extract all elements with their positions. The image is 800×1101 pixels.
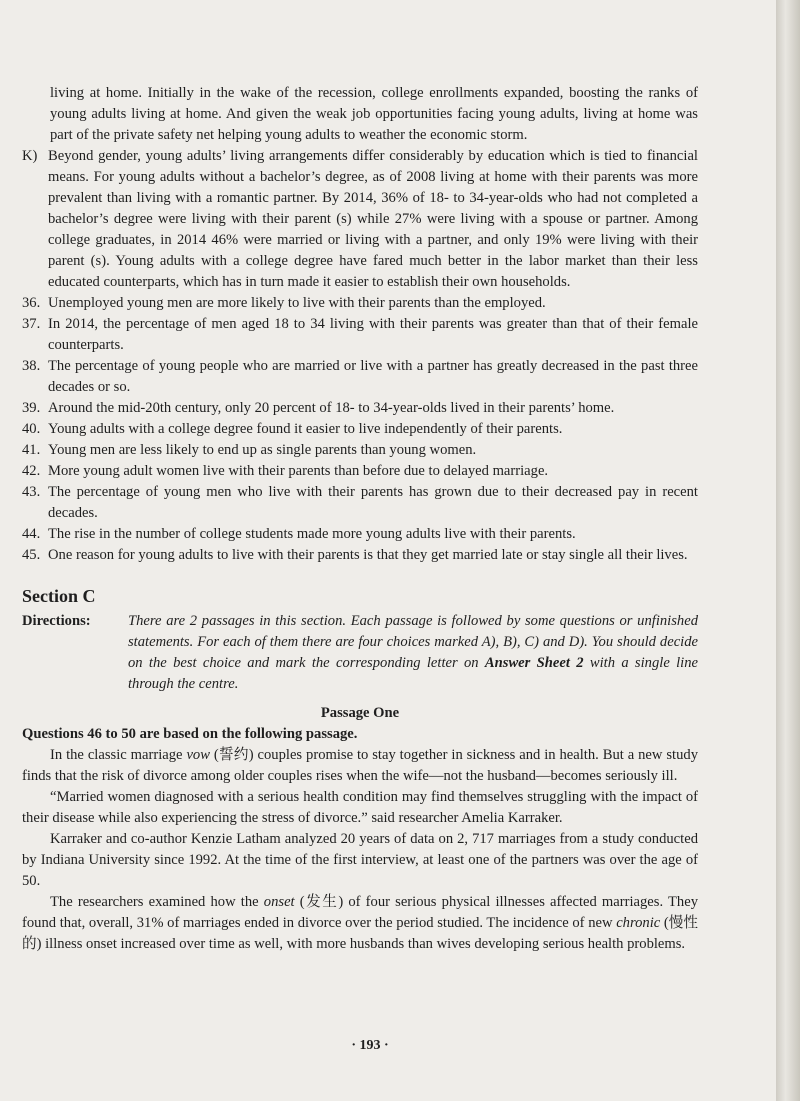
statement-item	[22, 314, 698, 356]
passage-paragraph: Karraker and co-author Kenzie Latham analyzed 20 years of data on 2, 717 marriages from a study conducted by Indiana University since 1992. At the time of the first interview, at least one of the partners was over the age of 50.	[22, 831, 698, 889]
chinese-gloss: (发生)	[294, 894, 344, 910]
statement-item	[22, 356, 698, 398]
statement-text: Unemployed young men are more likely to live with their parents than the employed.	[48, 295, 546, 311]
statement-item	[22, 419, 698, 440]
text-run: The researchers examined how the	[50, 894, 264, 910]
statement-item	[22, 293, 698, 314]
statement-number: 44.	[22, 526, 41, 542]
statement-text: More young adult women live with their parents than before due to delayed marriage.	[48, 463, 549, 479]
passage-paragraph	[22, 892, 698, 955]
statement-number: 40.	[22, 421, 41, 437]
passage-paragraph: “Married women diagnosed with a serious health condition may find themselves struggling with the impact of their disease while also experiencing the stress of divorce.” said researcher Amelia Karraker.	[22, 789, 698, 826]
glossed-word: onset	[263, 894, 295, 910]
statement-text: The percentage of young people who are married or live with a partner has greatly decreased in the past three decades or so.	[48, 358, 698, 395]
paragraph-j-continued: living at home. Initially in the wake of the recession, college enrollments expanded, boosting the ranks of young adults living at home. And given the weak job opportunities facing young adults, living at home was part of the private safety net helping young adults to weather the economic storm.	[50, 85, 698, 143]
statement-number: 42.	[22, 463, 41, 479]
statement-item	[22, 524, 698, 545]
statement-number: 37.	[22, 316, 41, 332]
statement-number: 38.	[22, 358, 41, 374]
statement-text: In 2014, the percentage of men aged 18 to 34 living with their parents was greater than that of their female counterparts.	[48, 316, 698, 353]
statement-item	[22, 545, 698, 566]
statement-text: Young men are less likely to end up as single parents than young women.	[48, 442, 477, 458]
glossed-word: chronic	[616, 915, 661, 931]
paragraph-k	[22, 146, 698, 293]
questions-header: Questions 46 to 50 are based on the following passage.	[22, 726, 358, 742]
page-number: · 193 ·	[351, 1038, 389, 1053]
statement-number: 45.	[22, 547, 41, 563]
directions-text-part: There are 2 passages in this section. Each passage is followed by some questions or unfinished statements. For each of them there are four choices marked A), B), C) and D). You should decide on the best choice and mark the corresponding letter on	[128, 613, 698, 671]
text-run: couples promise to stay together in sickness and in health. But a new study finds that the risk of divorce among older couples rises when the wife—not the husband—becomes seriously ill.	[22, 747, 698, 784]
page-content	[22, 83, 698, 955]
statement-item	[22, 440, 698, 461]
statement-item	[22, 398, 698, 419]
statement-text: Young adults with a college degree found it easier to live independently of their parents.	[48, 421, 563, 437]
passage-paragraph	[22, 745, 698, 787]
directions-text	[128, 611, 698, 695]
statement-text: One reason for young adults to live with their parents is that they get married late or stay single all their lives.	[48, 547, 688, 563]
statement-text: The percentage of young men who live with their parents has grown due to their decreased pay in recent decades.	[48, 484, 698, 521]
statement-text: Around the mid-20th century, only 20 percent of 18- to 34-year-olds lived in their parents’ home.	[48, 400, 615, 416]
statement-number: 41.	[22, 442, 41, 458]
chinese-gloss: (慢性的)	[22, 915, 698, 952]
statement-item	[22, 461, 698, 482]
statement-number: 43.	[22, 484, 41, 500]
book-edge	[776, 0, 800, 1101]
directions	[22, 611, 698, 695]
text-run: illness onset increased over time as well, with more husbands than wives developing serious health problems.	[41, 936, 686, 952]
glossed-word: vow	[186, 747, 210, 763]
statement-list	[22, 293, 698, 566]
statement-text: The rise in the number of college students made more young adults live with their parents.	[48, 526, 576, 542]
text-run: In the classic marriage	[50, 747, 187, 763]
statement-item	[22, 482, 698, 524]
directions-label: Directions:	[22, 613, 91, 629]
directions-text-part: with a single line through the centre.	[128, 655, 698, 692]
section-title: Section C	[22, 586, 96, 606]
passage-title: Passage One	[320, 705, 400, 721]
paragraph-label: K)	[22, 148, 38, 164]
statement-number: 39.	[22, 400, 41, 416]
statement-number: 36.	[22, 295, 41, 311]
paragraph-text: Beyond gender, young adults’ living arrangements differ considerably by education which is tied to financial means. For young adults without a bachelor’s degree, as of 2008 living at home with their parents was more prevalent than living with a romantic partner. By 2014, 36% of 18- to 34-year-olds who had not completed a bachelor’s degree were living with their parent (s) while 27% were living with a spouse or partner. Among college graduates, in 2014 46% were married or living with a partner, and only 19% were living with their parent (s). Young adults with a college degree have fared much better in the labor market than their less educated counterparts, which has in turn made it easier to establish their own households.	[48, 148, 698, 290]
chinese-gloss: (誓约)	[209, 747, 254, 763]
text-run: of four serious physical illnesses affected marriages. They found that, overall, 31% of marriages ended in divorce over the period studied. The incidence of new	[22, 894, 698, 931]
answer-sheet-reference: Answer Sheet 2	[484, 655, 584, 671]
